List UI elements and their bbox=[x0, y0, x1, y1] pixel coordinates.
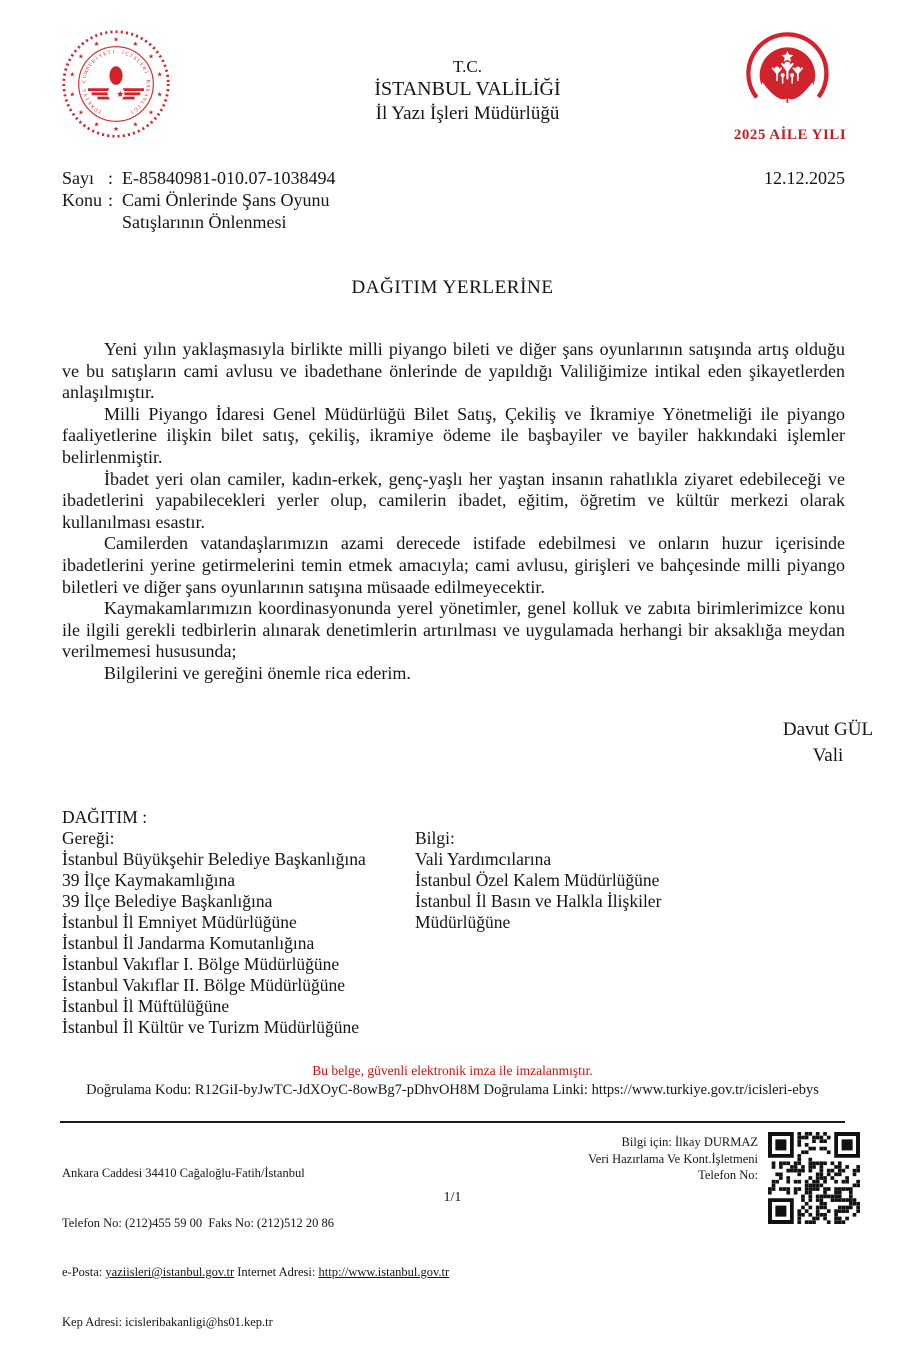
konu-value-line1: Cami Önlerinde Şans Oyunu bbox=[122, 190, 330, 210]
list-item: Vali Yardımcılarına bbox=[415, 848, 552, 869]
document-meta bbox=[62, 167, 845, 233]
svg-text:K: K bbox=[87, 99, 94, 106]
svg-text:E: E bbox=[138, 62, 144, 68]
svg-text:★: ★ bbox=[156, 71, 163, 79]
esign-block bbox=[0, 1062, 905, 1100]
footer-contact-name: Bilgi için: İlkay DURMAZ bbox=[621, 1135, 758, 1149]
distribution-section bbox=[62, 807, 845, 1038]
footer-address: Ankara Caddesi 34410 Cağaloğlu-Fatih/İstanbul bbox=[62, 1166, 305, 1180]
geregi-column bbox=[62, 828, 415, 1038]
letter-body bbox=[62, 339, 845, 685]
konu-value-line2: Satışlarının Önlenmesi bbox=[122, 212, 287, 232]
svg-text:E: E bbox=[82, 88, 89, 93]
svg-text:T: T bbox=[97, 108, 103, 115]
svg-text:B: B bbox=[144, 79, 150, 84]
department-title: İl Yazı İşleri Müdürlüğü bbox=[375, 103, 560, 124]
svg-text:Ü: Ü bbox=[93, 105, 100, 112]
footer-address-block bbox=[62, 1132, 512, 1363]
signatory-name: Davut GÜL bbox=[782, 718, 874, 740]
svg-text:İ: İ bbox=[128, 53, 133, 60]
svg-text:A: A bbox=[142, 91, 149, 97]
footer-contact-title: Veri Hazırlama Ve Kont.İşletmeni bbox=[588, 1151, 758, 1166]
svg-text:N: N bbox=[140, 95, 147, 102]
letterhead bbox=[0, 0, 905, 145]
svg-text:★: ★ bbox=[113, 36, 119, 44]
svg-text:I: I bbox=[129, 108, 134, 114]
footer-contact-phone: Telefon No: bbox=[698, 1168, 758, 1182]
svg-text:★: ★ bbox=[132, 40, 139, 48]
svg-text:İ: İ bbox=[121, 50, 124, 57]
document-date: 12.12.2025 bbox=[764, 168, 845, 188]
list-item: İstanbul İl Basın ve Halkla İlişkiler Müdürlüğüne bbox=[415, 890, 662, 932]
list-item: İstanbul Büyükşehir Belediye Başkanlığına bbox=[62, 848, 366, 869]
svg-text:C: C bbox=[82, 79, 88, 84]
family-year-logo bbox=[725, 28, 855, 144]
svg-text:U: U bbox=[88, 62, 95, 68]
svg-text:★: ★ bbox=[113, 126, 119, 134]
svg-text:M: M bbox=[83, 69, 90, 76]
footer-internet-value: http://www.istanbul.gov.tr bbox=[318, 1265, 450, 1279]
qr-code bbox=[768, 1132, 860, 1224]
ministry-seal bbox=[60, 28, 210, 145]
svg-text:★: ★ bbox=[78, 53, 84, 61]
list-item: İstanbul Özel Kalem Müdürlüğüne bbox=[415, 869, 660, 890]
svg-text:U: U bbox=[82, 74, 89, 80]
svg-text:L: L bbox=[138, 99, 145, 105]
list-item: İstanbul Vakıflar II. Bölge Müdürlüğüne bbox=[62, 974, 346, 995]
footer-eposta-line: e-Posta: yaziisleri@istanbul.gov.tr Internet Adresi: http://www.istanbul.gov.tr bbox=[62, 1265, 450, 1279]
svg-text:★: ★ bbox=[78, 109, 84, 117]
paragraph: İbadet yeri olan camiler, kadın-erkek, genç-yaşlı her yaştan insanın rahatlıkla ziyaret edebileceği ve ibadetlerini yapabilecekleri yerler olup, camilerin ibadet, eğitim, öğretim ve kültür merkezi olarak kullanılması esastır. bbox=[62, 468, 845, 532]
svg-text:★: ★ bbox=[93, 121, 100, 129]
svg-text:Ş: Ş bbox=[132, 56, 138, 62]
list-item: İstanbul Vakıflar I. Bölge Müdürlüğüne bbox=[62, 953, 340, 974]
svg-text:I: I bbox=[136, 103, 141, 108]
geregi-label: Gereği: bbox=[62, 827, 115, 848]
distribution-heading: DAĞITIM : bbox=[62, 806, 148, 827]
list-item: 39 İlçe Kaymakamlığına bbox=[62, 869, 235, 890]
authority-title: İSTANBUL VALİLİĞİ bbox=[374, 78, 561, 100]
svg-text:R: R bbox=[140, 66, 147, 72]
paragraph: Bilgilerini ve gereğini önemle rica ederim. bbox=[104, 662, 411, 683]
page-number: 1/1 bbox=[443, 1190, 462, 1205]
svg-text:★: ★ bbox=[93, 40, 100, 48]
list-item: İstanbul İl Kültür ve Turizm Müdürlüğüne bbox=[62, 1016, 359, 1037]
svg-text:★: ★ bbox=[148, 109, 154, 117]
footer-divider bbox=[60, 1121, 845, 1123]
letterhead-titles bbox=[210, 28, 725, 126]
sayi-row: Sayı : E-85840981-010.07-1038494 bbox=[62, 168, 336, 188]
svg-text:★: ★ bbox=[132, 121, 139, 129]
svg-text:Ğ: Ğ bbox=[132, 105, 139, 112]
footer-phone: Telefon No: (212)455 59 00 Faks No: (212)512 20 86 bbox=[62, 1215, 335, 1230]
list-item: İstanbul İl Müftülüğüne bbox=[62, 995, 230, 1016]
family-year-logo-icon bbox=[738, 28, 842, 124]
distribution-columns bbox=[62, 828, 845, 1038]
footer-kep: Kep Adresi: icisleribakanligi@hs01.kep.tr bbox=[62, 1314, 273, 1329]
ministry-seal-icon bbox=[60, 28, 172, 140]
qr-code-container bbox=[768, 1132, 860, 1229]
list-item: İstanbul İl Jandarma Komutanlığına bbox=[62, 932, 315, 953]
svg-text:Y: Y bbox=[83, 91, 90, 97]
svg-text:K: K bbox=[143, 87, 150, 93]
recipient-heading: DAĞITIM YERLERİNE bbox=[351, 277, 554, 298]
svg-text:H: H bbox=[85, 65, 92, 72]
svg-text:İ: İ bbox=[85, 96, 91, 101]
paragraph: Kaymakamlarımızın koordinasyonunda yerel yönetimler, genel kolluk ve zabıta birimlerimizce konu ile ilgili gerekli tedbirlerin alınarak denetimlerin artırılması ve uygulamada herhangi bir aksaklığa meydan verilmemesi hususunda; bbox=[62, 598, 845, 662]
signature-block bbox=[753, 717, 903, 769]
svg-text:★: ★ bbox=[69, 71, 76, 79]
paragraph: Milli Piyango İdaresi Genel Müdürlüğü Bilet Satış, Çekiliş ve İkramiye Yönetmeliği ile piyango faaliyetlerine ilişkin bilet satış, çekiliş, ikramiye ödeme ile başbayiler ve bayiler hakkındaki işlemler belirlenmiştir. bbox=[62, 403, 845, 467]
footer-contact-block bbox=[512, 1132, 768, 1184]
konu-label: Konu bbox=[62, 190, 102, 210]
esign-verification: Doğrulama Kodu: R12GiI-byJwTC-JdXOyC-8owBg7-pDhvOH8M Doğrulama Linki: https://www.turkiye.gov.tr/icisleri-ebys bbox=[86, 1082, 819, 1098]
sayi-label: Sayı bbox=[62, 168, 95, 188]
esign-notice: Bu belge, güvenli elektronik imza ile imzalanmıştır. bbox=[312, 1063, 593, 1078]
paragraph: Yeni yılın yaklaşmasıyla birlikte milli piyango bileti ve diğer şans oyunlarının satışında artış olduğu ve bu satışların cami avlusu ve ibadethane önlerinde de yapıldığı Valiliğimize intikal eden şikayetlerden anlaşılmıştır. bbox=[62, 339, 845, 403]
konu-row-2 bbox=[62, 211, 335, 233]
svg-text:R: R bbox=[90, 102, 97, 109]
list-item: 39 İlçe Belediye Başkanlığına bbox=[62, 890, 273, 911]
bilgi-label: Bilgi: bbox=[415, 827, 455, 848]
bilgi-column bbox=[415, 828, 695, 1038]
sayi-value: E-85840981-010.07-1038494 bbox=[122, 168, 336, 188]
svg-text:A: A bbox=[144, 83, 150, 88]
svg-text:İ: İ bbox=[112, 50, 115, 56]
footer-eposta-value: yaziisleri@istanbul.gov.tr bbox=[105, 1265, 235, 1279]
svg-text:Ç: Ç bbox=[124, 51, 130, 58]
svg-text:İ: İ bbox=[95, 56, 100, 62]
list-item: İstanbul İl Emniyet Müdürlüğüne bbox=[62, 911, 297, 932]
tc-label: T.C. bbox=[453, 57, 482, 76]
svg-text:★: ★ bbox=[69, 91, 76, 99]
svg-text:★: ★ bbox=[148, 53, 154, 61]
family-year-caption: 2025 AİLE YILI bbox=[733, 127, 847, 143]
svg-text:R: R bbox=[91, 58, 97, 65]
svg-text:E: E bbox=[102, 51, 108, 58]
konu-row: Konu : Cami Önlerinde Şans Oyunu bbox=[62, 190, 330, 210]
signatory-title: Vali bbox=[812, 744, 844, 766]
svg-text:Y: Y bbox=[98, 53, 104, 60]
paragraph: Camilerden vatandaşlarımızın azami derecede istifade edebilmesi ve onların huzur içerisinde ibadetlerini yerine getirmelerini temin etmek amacıyla; cami avlusu, girişleri ve bahçesinde milli piyango biletleri ve diğer şans oyunlarının satışına müsaade edilmeyecektir. bbox=[62, 533, 845, 597]
svg-text:İ: İ bbox=[142, 71, 148, 75]
svg-text:★: ★ bbox=[156, 91, 163, 99]
svg-text:L: L bbox=[135, 58, 141, 65]
sayi-konu-block bbox=[62, 167, 335, 233]
svg-text:T: T bbox=[107, 50, 112, 57]
footer bbox=[62, 1132, 860, 1363]
